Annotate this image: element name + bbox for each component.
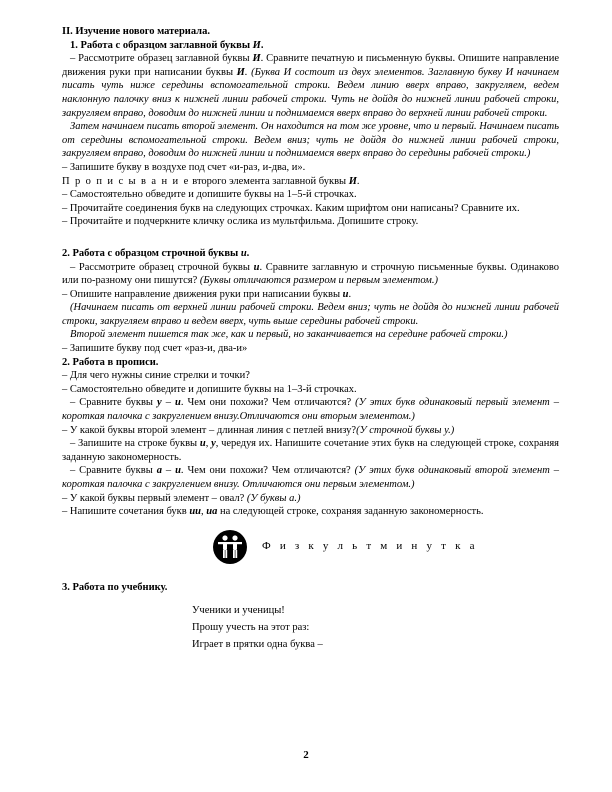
italic-text: (Буквы отличаются размером и первым элементом.) (199, 275, 438, 287)
paragraph (62, 52, 559, 120)
text: – (161, 465, 176, 477)
text: – Запишите на строке буквы (70, 438, 200, 450)
paragraph: Второй элемент пишется так же, как и первый, но заканчивается на середине рабочей строки.) (70, 329, 508, 341)
section-title: II. Изучение нового материала. (62, 26, 210, 37)
text: . (356, 175, 360, 187)
paragraph: – Самостоятельно обведите и допишите буквы на 1–3-й строчках. (62, 383, 357, 395)
letter: и (342, 288, 349, 300)
heading-letter: и (240, 247, 247, 259)
paragraph (62, 175, 559, 189)
italic-text: (У буквы а.) (246, 492, 301, 504)
exercising-people-icon (212, 529, 248, 565)
paragraph (62, 424, 559, 438)
text: – Опишите направление движения руки при написании буквы (62, 288, 343, 300)
text: на следующей строке, сохраняя заданную закономерность. (217, 506, 484, 518)
paragraph (62, 492, 559, 506)
italic-text: . (Буква И состоит из двух элементов. Заглавную букву И начинаем писать чуть ниже середины вспомогательной строки. Ведем линию вверх вправо, закругляем, ведем наклонную палочку вниз к нижней линии рабочей строки. Чуть не дойдя до нижней линии рабочей строки, закругляем вправо, доводим до нижней линии и поднимаемся вверх вправо до верхней линии рабочей строки. (62, 66, 560, 119)
letter: И (348, 175, 357, 187)
text: . Сравните заглавную и строчную письменные буквы. Одинаково или по-разному они пишутся? (62, 261, 559, 287)
paragraph (62, 437, 559, 464)
italic-text: (У этих букв одинаковый первый элемент – короткая палочка с закруглением внизу.Отличаются они вторым элементом.) (62, 397, 560, 423)
paragraph: – Запишите букву под счет «раз-и, два-и» (62, 343, 248, 355)
letter: и (253, 261, 260, 273)
heading-text: 2. Работа с образцом строчной буквы (62, 247, 241, 259)
letter: И (236, 66, 245, 78)
fizminutka-title: Ф и з к у л ь т м и н у т к а (262, 539, 478, 552)
italic-text: (У строчной буквы у.) (356, 424, 455, 436)
text: . Чем они похожи? Чем отличаются? (180, 465, 355, 477)
spacer (62, 229, 559, 247)
heading-text: 1. Работа с образцом заглавной буквы (70, 39, 253, 51)
text: , (201, 506, 207, 518)
paragraph: – Прочитайте соединения букв на следующих строчках. Каким шрифтом они написаны? Сравните их. (62, 202, 520, 214)
text: . Сравните печатную и письменную буквы. Опишите направление движения руки при написании буквы (62, 53, 559, 78)
heading-dot: . (246, 247, 250, 259)
subsection-heading-4: 3. Работа по учебнику. (62, 581, 168, 593)
text: . Чем они похожи? Чем отличаются? (180, 397, 356, 409)
poem-line: Прошу учесть на этот раз: (192, 622, 310, 634)
page-number: 2 (303, 749, 309, 761)
paragraph: – Запишите букву в воздухе под счет «и-раз, и-два, и». (62, 161, 306, 173)
text: второго элемента заглавной буквы (189, 175, 349, 187)
text: – Сравните буквы (70, 397, 157, 409)
text: – У какой буквы второй элемент – длинная линия с петлей внизу? (62, 424, 357, 436)
heading-dot: . (260, 39, 264, 51)
text: . (348, 288, 352, 300)
spaced-text: П р о п и с ы в а н и е (62, 175, 190, 187)
text: – Рассмотрите образец строчной буквы (70, 261, 254, 273)
paragraph (62, 464, 559, 491)
text: – У какой буквы первый элемент – овал? (62, 492, 247, 504)
fizminutka-block (212, 527, 559, 567)
paragraph (62, 288, 559, 302)
paragraph: Затем начинаем писать второй элемент. Он находится на том же уровне, что и первый. Начинаем писать от середины вспомогательной строки. Ведем вниз; чуть не дойдя до нижней линии рабочей строки, закругляем вправо, доводим до нижней линии и поднимаемся вверх вправо до середины рабочей строки.) (62, 121, 559, 160)
letter: и (199, 438, 206, 450)
letter: И (252, 53, 261, 65)
paragraph: – Самостоятельно обведите и допишите буквы на 1–5-й строчках. (62, 189, 357, 201)
poem (192, 602, 559, 653)
text: , чередуя их. Напишите сочетание этих букв на следующей строке, сохраняя заданную закономерность. (62, 438, 560, 463)
subsection-heading-3: 2. Работа в прописи. (62, 356, 159, 368)
paragraph (62, 396, 559, 423)
letter: иа (206, 506, 218, 518)
paragraph (62, 261, 559, 288)
subsection-heading-2 (62, 247, 559, 261)
text: – (161, 397, 175, 409)
poem-line: Играет в прятки одна буква – (192, 639, 323, 651)
letter: а (156, 465, 162, 477)
subsection-heading-1 (62, 39, 559, 53)
heading-letter: И (252, 39, 261, 51)
paragraph: – Прочитайте и подчеркните кличку ослика из мультфильма. Допишите строку. (62, 216, 419, 228)
page-content (62, 25, 559, 653)
text: , (205, 438, 212, 450)
letter: и (175, 465, 181, 477)
text: – Сравните буквы (70, 465, 157, 477)
letter: у (211, 438, 216, 450)
text: – Рассмотрите образец заглавной буквы (70, 53, 253, 65)
paragraph: – Для чего нужны синие стрелки и точки? (62, 370, 250, 382)
italic-text: (У этих букв одинаковый второй элемент – короткая палочка с закруглением внизу. Отличаются они первым элементом.) (62, 465, 559, 490)
text: – Напишите сочетания букв (62, 506, 190, 518)
letter: и (174, 397, 181, 409)
letter: у (157, 397, 162, 409)
poem-line: Ученики и ученицы! (192, 605, 285, 617)
paragraph: (Начинаем писать от верхней линии рабочей строки. Ведем вниз; чуть не дойдя до нижней линии рабочей строки, закругляем вправо и ведем вверх, чуть выше середины рабочей строки. (62, 302, 559, 327)
paragraph (62, 505, 559, 519)
letter: ии (189, 506, 202, 518)
